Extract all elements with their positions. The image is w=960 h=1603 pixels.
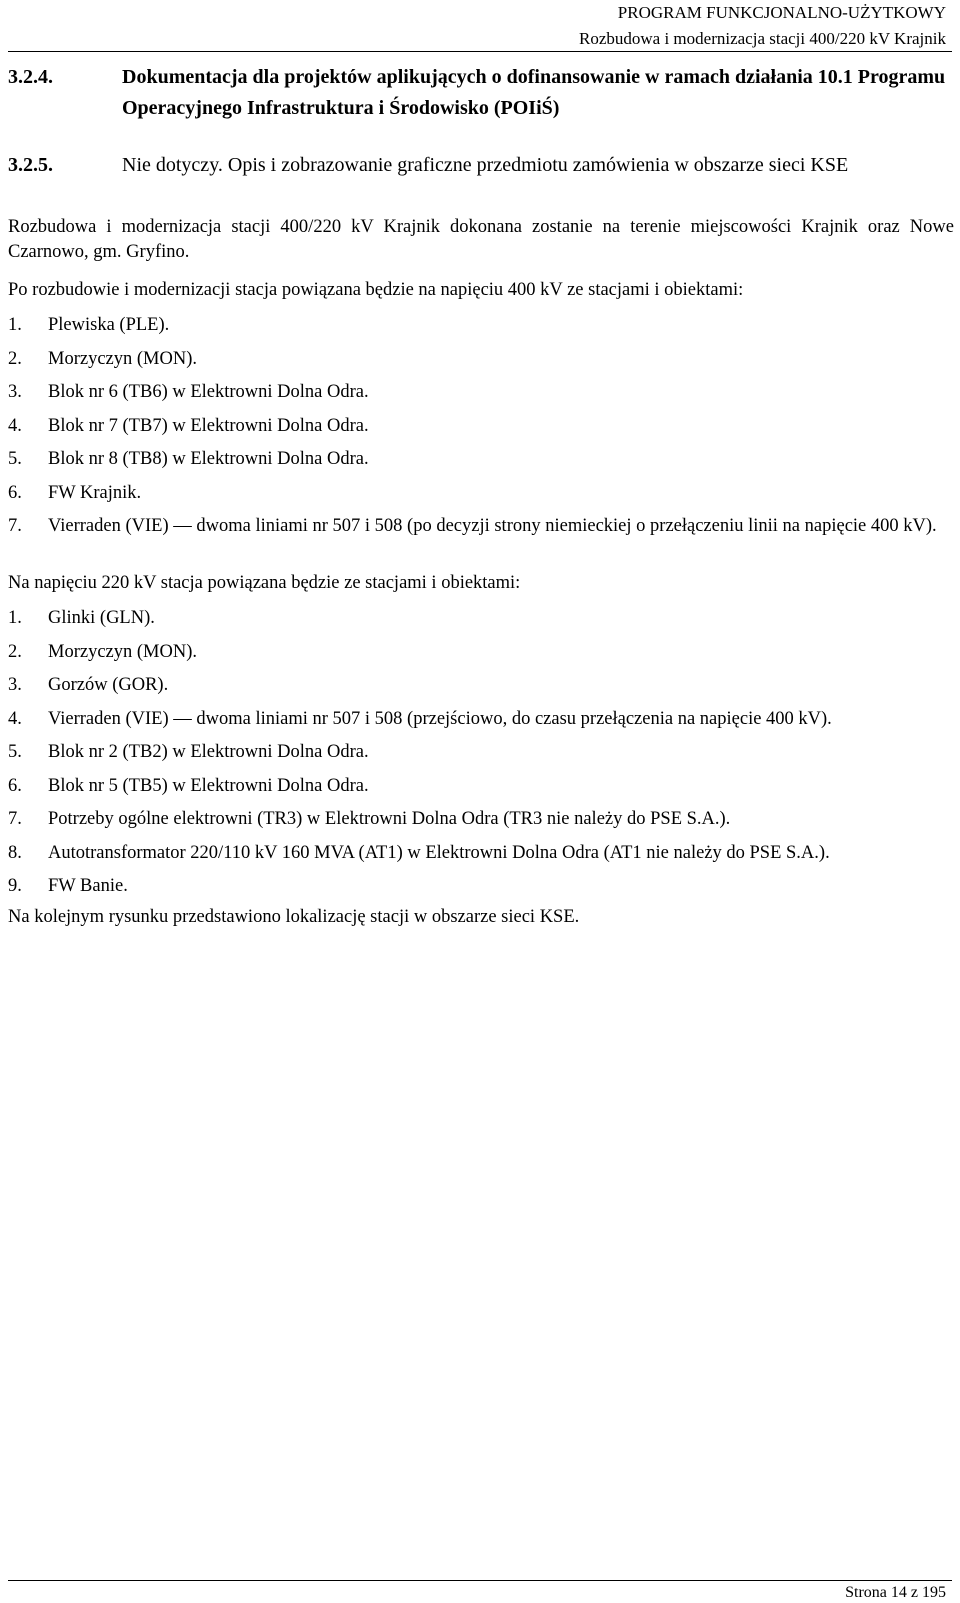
connections-400kv-list (8, 313, 954, 539)
list-item: 4. Vierraden (VIE) ― dwoma liniami nr 507 i 508 (przejściowo, do czasu przełączenia na napięcie 400 kV). (8, 708, 832, 729)
list-item: 2. Morzyczyn (MON). (8, 641, 197, 662)
list-item: 8. Autotransformator 220/110 kV 160 MVA (AT1) w Elektrowni Dolna Odra (AT1 nie należy do PSE S.A.). (8, 842, 830, 863)
page-content (8, 62, 954, 930)
list-item: 2. Morzyczyn (MON). (8, 348, 197, 369)
next-figure-paragraph: Na kolejnym rysunku przedstawiono lokalizację stacji w obszarze sieci KSE. (8, 906, 580, 927)
list-item: 5. Blok nr 2 (TB2) w Elektrowni Dolna Odra. (8, 742, 369, 762)
location-paragraph: Rozbudowa i modernizacja stacji 400/220 kV Krajnik dokonana zostanie na terenie miejscowości Krajnik oraz Nowe Czarnowo, gm. Gryfino. (8, 217, 954, 262)
list-item: 7. Potrzeby ogólne elektrowni (TR3) w Elektrowni Dolna Odra (TR3 nie należy do PSE S.A.). (8, 809, 731, 829)
section-number: 3.2.4. (8, 66, 53, 88)
header-divider (8, 51, 952, 52)
section-heading-3-2-4 (8, 62, 954, 124)
list-item: 6. Blok nr 5 (TB5) w Elektrowni Dolna Odra. (8, 775, 369, 796)
connections-400kv-intro: Po rozbudowie i modernizacji stacja powiązana będzie na napięciu 400 kV ze stacjami i obiektami: (8, 280, 744, 300)
section-heading-3-2-5 (8, 150, 954, 181)
connections-220kv-intro: Na napięciu 220 kV stacja powiązana będzie ze stacjami i obiektami: (8, 573, 521, 593)
list-item: 3. Blok nr 6 (TB6) w Elektrowni Dolna Odra. (8, 382, 369, 402)
page-number: Strona 14 z 195 (845, 1584, 946, 1601)
header-project-title: Rozbudowa i modernizacja stacji 400/220 kV Krajnik (579, 29, 946, 48)
running-header (579, 0, 946, 52)
section-number: 3.2.5. (8, 154, 53, 176)
list-item: 4. Blok nr 7 (TB7) w Elektrowni Dolna Odra. (8, 415, 369, 436)
footer-divider (8, 1580, 952, 1581)
list-item: 6. FW Krajnik. (8, 482, 142, 503)
list-item: 1. Glinki (GLN). (8, 608, 155, 628)
list-item: 9. FW Banie. (8, 876, 128, 896)
section-title: Opis i zobrazowanie graficzne przedmiotu zamówienia w obszarze sieci KSE (227, 154, 849, 176)
header-program-title: PROGRAM FUNKCJONALNO-UŻYTKOWY (617, 3, 946, 22)
list-item: 1. Plewiska (PLE). (8, 315, 170, 335)
not-applicable-note: Nie dotyczy. (122, 154, 223, 176)
connections-220kv-list (8, 606, 954, 899)
section-title: Dokumentacja dla projektów aplikujących o dofinansowanie w ramach działania 10.1 Programu Operacyjnego Infrastruktura i Środowisko (POIiŚ) (122, 66, 946, 119)
list-item: 7. Vierraden (VIE) ― dwoma liniami nr 507 i 508 (po decyzji strony niemieckiej o przełączeniu linii na napięcie 400 kV). (8, 516, 937, 536)
list-item: 5. Blok nr 8 (TB8) w Elektrowni Dolna Odra. (8, 449, 369, 469)
list-item: 3. Gorzów (GOR). (8, 675, 169, 695)
